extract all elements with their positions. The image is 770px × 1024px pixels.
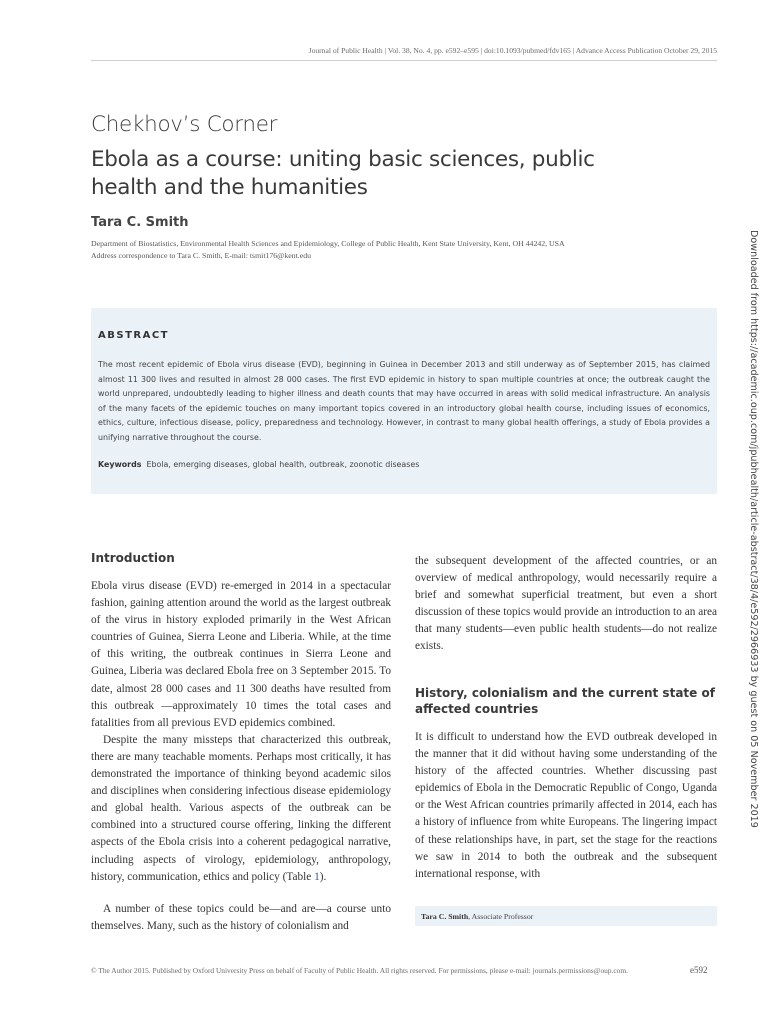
keywords-label: Keywords <box>98 460 142 469</box>
author-name: Tara C. Smith <box>91 215 189 230</box>
header-divider <box>91 60 717 61</box>
download-note[interactable]: Downloaded from https://academic.oup.com/jpubhealth/article-abstract/38/4/e592/2966933 by guest on 05 November 2019 <box>748 230 759 828</box>
author-note-name: Tara C. Smith <box>421 912 469 921</box>
page-number: e592 <box>690 965 708 975</box>
author-note <box>421 912 533 921</box>
history-column <box>415 729 717 883</box>
keywords-line <box>98 460 710 469</box>
author-note-role: , Associate Professor <box>468 912 534 921</box>
intro-paragraph-1: Ebola virus disease (EVD) re-emerged in 2014 in a spectacular fashion, gaining attention around the world as the largest outbreak of the virus in history exploded primarily in the West African countries of Guinea, Sierra Leone and Liberia. While, at the time of this writing, the outbreak continues in Sierra Leone and Guinea, Liberia was declared Ebola free on 3 September 2015. To date, almost 28 000 cases and 11 300 deaths have resulted from this outbreak —approximately 10 times the total cases and fatalities from all previous EVD epidemics combined. <box>91 580 391 729</box>
intro-paragraph-3-cont <box>415 553 717 655</box>
history-heading: History, colonialism and the current state of affected countries <box>415 686 715 716</box>
table-1-link[interactable]: 1 <box>314 870 320 883</box>
intro-heading: Introduction <box>91 551 175 565</box>
intro-p2-text: Despite the many missteps that characterized this outbreak, there are many teachable moments. Perhaps most critically, it has demonstrated the importance of thinking beyond academic silos and disciplines when considering infectious disease epidemiology and global health. Various aspects of the outbreak can be combined into a structured course offering, linking the different aspects of the Ebola crisis into a coherent pedagogical narrative, including aspects of virology, epidemiology, anthropology, history, communication, ethics and policy (Table <box>91 733 391 883</box>
intro-paragraph-3-cont-text: the subsequent development of the affected countries, or an overview of medical anthropology, would necessarily require a brief and somewhat superficial treatment, but even a short discussion of these topics would provide an introduction to an area that many students—even public health students—do not realize exists. <box>415 555 717 653</box>
keywords-list: Ebola, emerging diseases, global health, outbreak, zoonotic diseases <box>146 460 420 469</box>
intro-p2-end: ). <box>319 870 327 883</box>
intro-column <box>91 578 391 886</box>
affiliation: Department of Biostatistics, Environmental Health Sciences and Epidemiology, College of Public Health, Kent State University, Kent, OH 44242, USA <box>91 239 565 248</box>
abstract-heading: ABSTRACT <box>98 330 169 341</box>
intro-paragraph-3-start: A number of these topics could be—and are—a course unto themselves. Many, such as the history of colonialism and <box>91 903 391 933</box>
section-label: Chekhov’s Corner <box>91 112 278 137</box>
intro-column-end <box>91 901 391 935</box>
copyright-footer: © The Author 2015. Published by Oxford University Press on behalf of Faculty of Public Health. All rights reserved. For permissions, please e-mail: journals.permissions@oup.com. <box>91 966 628 975</box>
correspondence: Address correspondence to Tara C. Smith, E-mail: tsmit176@kent.edu <box>91 251 311 260</box>
article-title: Ebola as a course: uniting basic sciences, public health and the humanities <box>91 147 595 200</box>
author-affiliation-block <box>91 238 711 262</box>
journal-header: Journal of Public Health | Vol. 38, No. 4, pp. e592–e595 | doi:10.1093/pubmed/fdv165 | Advance Access Publication October 29, 2015 <box>308 46 717 55</box>
abstract-text: The most recent epidemic of Ebola virus disease (EVD), beginning in Guinea in December 2013 and still underway as of September 2015, has claimed almost 11 300 lives and resulted in almost 28 000 cases. The first EVD epidemic in history to span multiple countries at once; the outbreak caught the world unprepared, undoubtedly leading to higher illness and death counts that may have occurred in areas with solid medical infrastructure. An analysis of the many facets of the epidemic touches on many important topics covered in an introductory global health course, including issues of economics, ethics, culture, infectious disease, policy, preparedness and technology. However, in contrast to many global health offerings, a study of Ebola provides a unifying narrative throughout the course. <box>98 360 710 442</box>
history-paragraph-1: It is difficult to understand how the EVD outbreak developed in the manner that it did without having some understanding of the history of the affected countries. Whether discussing past epidemics of Ebola in the Democratic Republic of Congo, Uganda or the West African countries primarily affected in 2014, each has a history of influence from white Europeans. The lingering impact of these relationships have, in part, set the stage for the reactions we saw in 2014 to both the outbreak and the subsequent international response, with <box>415 731 717 880</box>
intro-paragraph-2 <box>91 732 391 886</box>
